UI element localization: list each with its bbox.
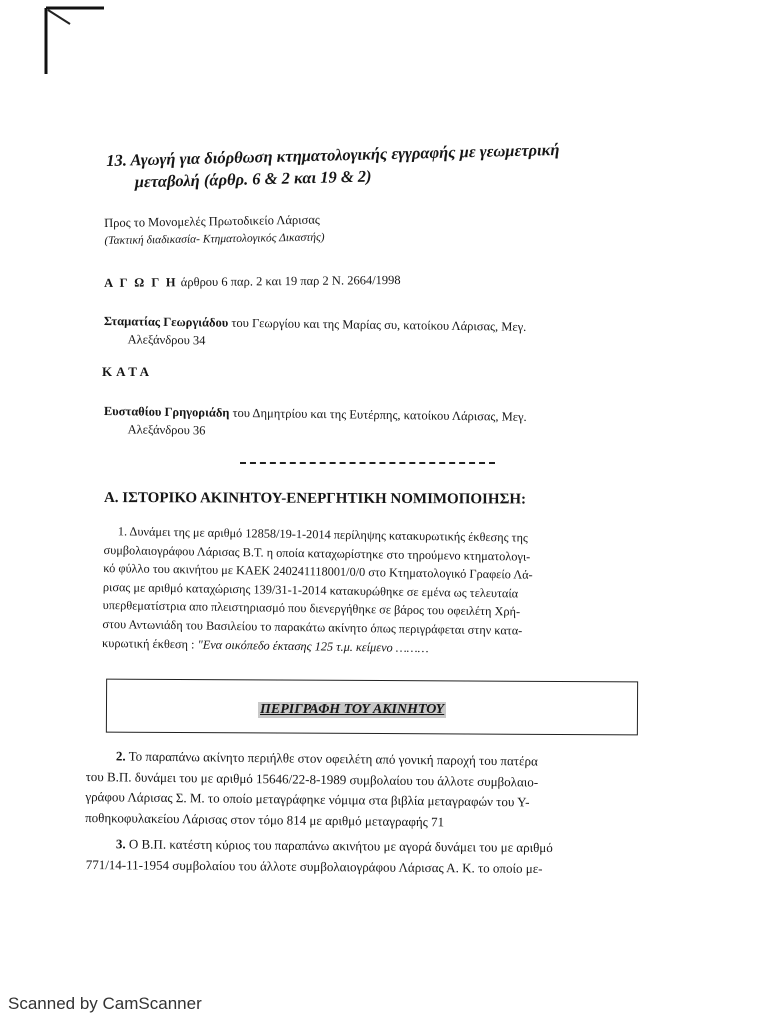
title-line-1: 13. Αγωγή για διόρθωση κτηματολογικής εγγραφής με γεωμετρική [106,139,560,170]
paragraph-1-line: ρισας με αριθμό καταχώρισης 139/31-1-2014 κατακυρώθηκε σε εμένα ως τελευταία [102,579,519,601]
paragraph-1-line: στου Αντωνιάδη του Βασιλείου το παρακάτω ακίνητο όπως περιγράφεται στην κατα- [102,616,523,638]
paragraph-1-line: κυρωτική έκθεση : [101,635,198,652]
defendant-block [103,402,526,444]
lawsuit-heading [104,273,401,291]
lawsuit-legal-reference: άρθρου 6 παρ. 2 και 19 παρ 2 Ν. 2664/1998 [180,272,401,290]
paragraph-2-line: γράφου Λάρισας Σ. Μ. το οποίο μεταγράφηκε νόμιμα στα βιβλία μεταγραφών του Υ- [85,788,530,810]
paragraph-1-line: κό φύλλο του ακινήτου με ΚΑΕΚ 240241118001/0/0 στο Κτηματολογικό Γραφείο Λά- [103,561,533,582]
defendant-details: του Δημητρίου και της Ευτέρπης, κατοίκου Λάρισας, Μεγ. [229,405,527,424]
plaintiff-name: Σταματίας Γεωργιάδου [103,313,229,330]
court-name: Προς το Μονομελές Πρωτοδικείο Λάρισας [104,212,320,230]
paragraph-3-line: 771/14-11-1954 συμβολαίου του άλλοτε συμβολαιογράφου Λάρισας Α. Κ. το οποίο με- [85,856,543,876]
court-procedure: (Τακτική διαδικασία- Κτηματολογικός Δικαστής) [104,231,325,247]
page-corner-fold-mark [44,6,106,76]
paragraph-1-line: συμβολαιογράφου Λάρισας Β.Τ. η οποία καταχωρίστηκε στο τηρούμενο κτηματολογι- [103,542,531,564]
plaintiff-details: του Γεωργίου και της Μαρίας συ, κατοίκου Λάρισας, Μεγ. [228,315,527,334]
dashed-separator [240,462,495,464]
property-quote: "Ενα οικόπεδο έκτασης 125 τ.μ. κείμενο ……… [197,637,429,655]
against-heading: ΚΑΤΑ [102,364,154,379]
paragraph-3-number: 3. [115,836,126,852]
scanner-watermark: Scanned by CamScanner [8,994,202,1013]
lawsuit-word: Α Γ Ω Γ Η [104,275,178,290]
paragraph-2 [85,746,539,834]
paragraph-2-line: Το παραπάνω ακίνητο περιήλθε στον οφειλέτη από γονική παροχή του πατέρα [125,748,538,769]
defendant-address: Αλεξάνδρου 36 [127,422,206,438]
paragraph-3 [86,834,553,879]
property-description-label: ΠΕΡΙΓΡΑΦΗ ΤΟΥ ΑΚΙΝΗΤΟΥ [260,702,445,717]
paragraph-2-line: ποθηκοφυλακείου Λάρισας στον τόμο 814 με αριθμό μεταγραφής 71 [85,809,445,829]
title-line-2: μεταβολή (άρθρ. 6 & 2 και 19 & 2) [134,166,372,192]
document-title [106,139,560,194]
paragraph-3-line: Ο Β.Π. κατέστη κύριος του παραπάνω ακινήτου με αγορά δυνάμει του με αριθμό [125,836,553,856]
paragraph-2-line: του Β.Π. δυνάμει του με αριθμό 15646/22-8-1989 συμβολαίου του άλλοτε συμβολαιο- [85,768,539,790]
paragraph-1-line: 1. Δυνάμει της με αριθμό 12858/19-1-2014 περίληψης κατακυρωτικής έκθεσης της [117,524,528,545]
plaintiff-block [103,312,526,354]
plaintiff-address: Αλεξάνδρου 34 [127,332,206,348]
paragraph-2-number: 2. [115,748,126,764]
defendant-name: Ευσταθίου Γρηγοριάδη [103,403,230,420]
section-heading: Α. ΙΣΤΟΡΙΚΟ ΑΚΙΝΗΤΟΥ-ΕΝΕΡΓΗΤΙΚΗ ΝΟΜΙΜΟΠΟΙΗΣΗ: [103,490,527,508]
paragraph-1 [102,522,533,659]
court-addressee [104,211,325,250]
paragraph-1-line: υπερθεματίστρια απο πλειστηριασμό που διενεργήθηκε σε βάρος του οφειλέτη Χρή- [102,598,521,619]
